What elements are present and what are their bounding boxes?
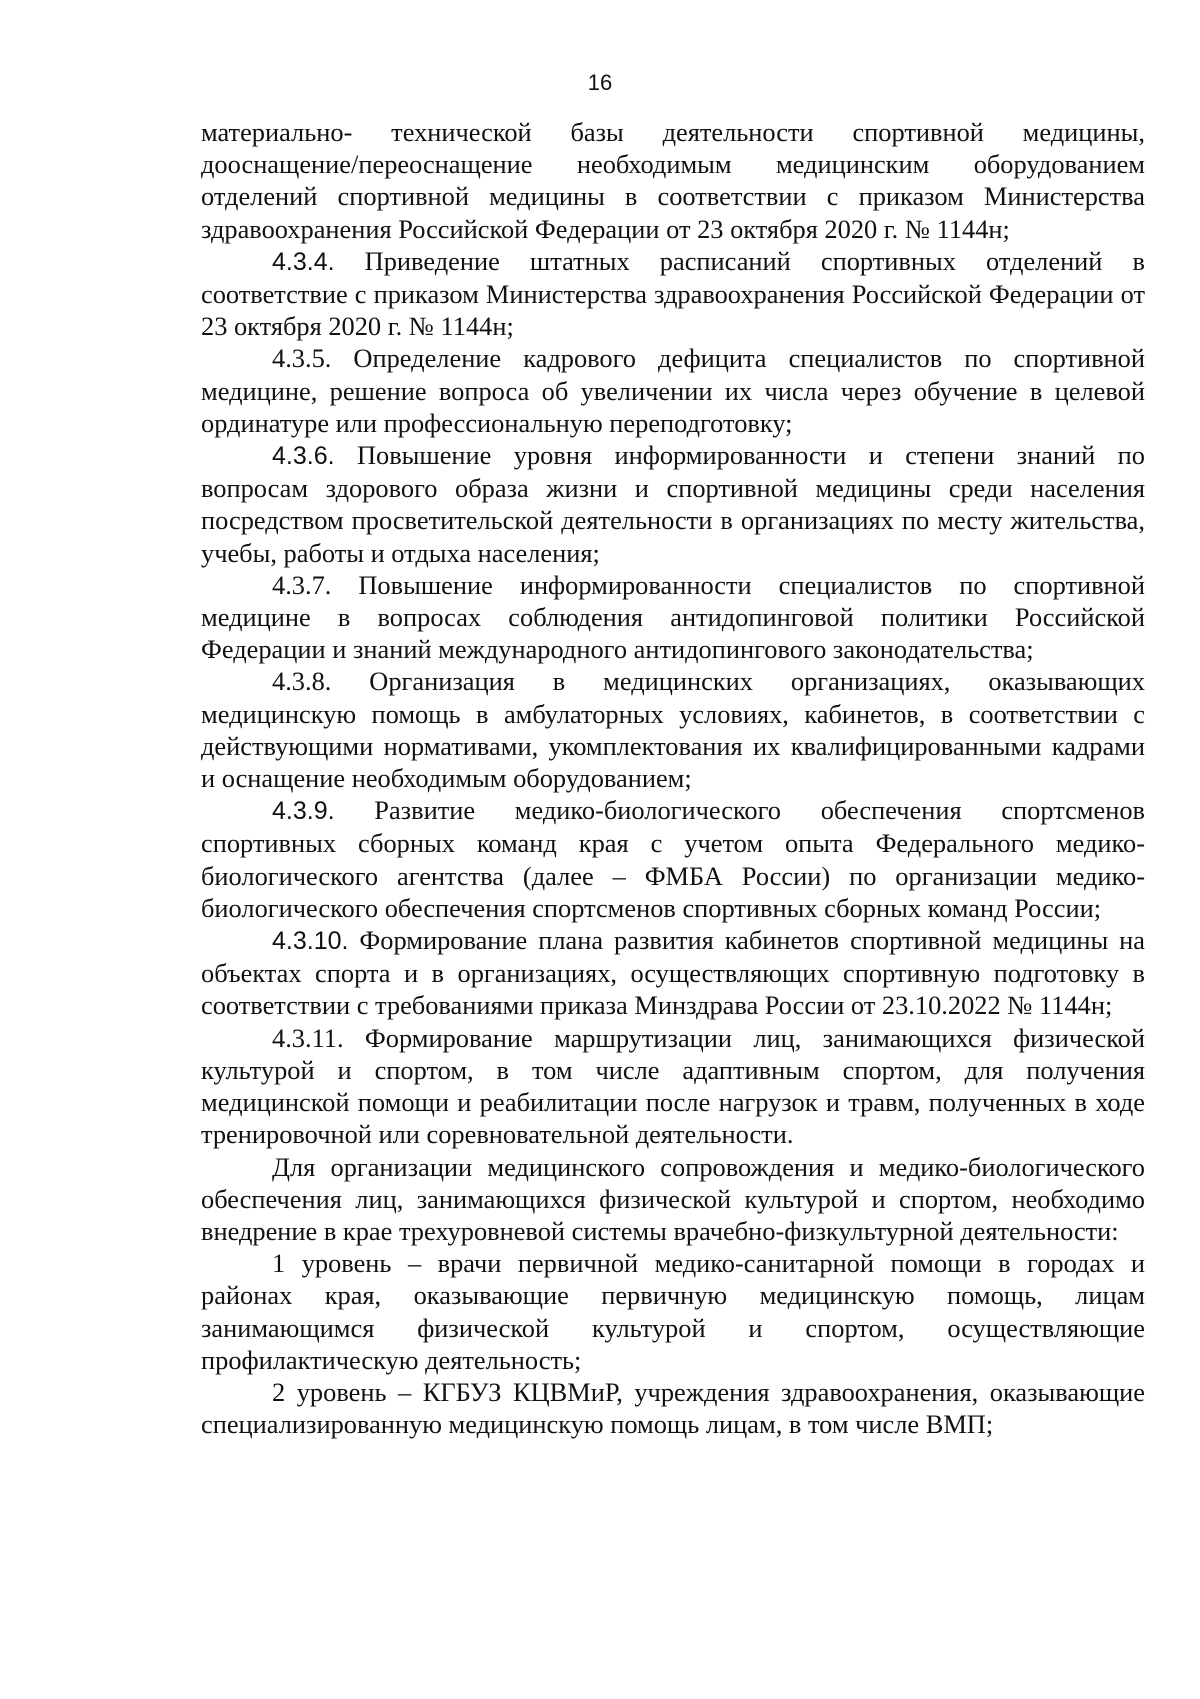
paragraph-text: Приведение штатных расписаний спортивных отделений в соответствие с приказом Министерства здравоохранения Российской Федерации от 23 октября 2020 г. № 1144н; [201, 245, 1145, 342]
paragraph-4-3-10 [201, 924, 1145, 1022]
paragraph-4-3-9 [201, 794, 1145, 924]
paragraph-text: 4.3.5. Определение кадрового дефицита специалистов по спортивной медицине, решение вопроса об увеличении их числа через обучение в целевой ординатуре или профессиональную переподготовку; [201, 343, 1145, 438]
paragraph-4-3-5 [201, 342, 1145, 439]
clause-number: 4.3.9. [272, 797, 335, 826]
clause-number: 4.3.6. [272, 442, 335, 471]
document-body [201, 116, 1145, 1440]
paragraph-continuation [201, 116, 1145, 245]
paragraph-text: 4.3.7. Повышение информированности специалистов по спортивной медицине в вопросах соблюдения антидопинговой политики Российской Федерации и знаний международного антидопингового законодательства; [201, 569, 1145, 665]
clause-number: 4.3.4. [272, 247, 335, 276]
paragraph-text: 2 уровень – КГБУЗ КЦВМиР, учреждения здравоохранения, оказывающие специализированную медицинскую помощь лицам, в том числе ВМП; [201, 1376, 1145, 1440]
paragraph-text: Повышение уровня информированности и степени знаний по вопросам здорового образа жизни и спортивной медицины среди населения посредством просветительской деятельности в организациях по месту жительства, учебы, работы и отдыха населения; [201, 440, 1145, 568]
paragraph-three-level-system [201, 1151, 1145, 1248]
paragraph-text: 1 уровень – врачи первичной медико-санитарной помощи в городах и районах края, оказывающие первичную медицинскую помощь, лицам занимающимся физической культурой и спортом, осуществляющие профилактическую деятельность; [201, 1248, 1145, 1375]
paragraph-level-2 [201, 1376, 1145, 1440]
page-number: 16 [587, 70, 613, 95]
paragraph-text: 4.3.11. Формирование маршрутизации лиц, занимающихся физической культурой и спортом, в том числе адаптивным спортом, для получения медицинской помощи и реабилитации после нагрузок и травм, полученных в ходе тренировочной или соревновательной деятельности. [201, 1022, 1145, 1150]
paragraph-text: 4.3.8. Организация в медицинских организациях, оказывающих медицинскую помощь в амбулаторных условиях, кабинетов, в соответствии с действующими нормативами, укомплектования их квалифицированными кадрами и оснащение необходимым оборудованием; [201, 666, 1145, 794]
clause-number: 4.3.10. [272, 927, 349, 956]
paragraph-text: Для организации медицинского сопровождения и медико-биологического обеспечения лиц, занимающихся физической культурой и спортом, необходимо внедрение в крае трехуровневой системы врачебно-физкультурной деятельности: [201, 1151, 1145, 1246]
paragraph-level-1 [201, 1247, 1145, 1376]
paragraph-4-3-7 [201, 569, 1145, 666]
paragraph-4-3-6 [201, 439, 1145, 569]
paragraph-4-3-8 [201, 665, 1145, 794]
paragraph-text: материально- технической базы деятельности спортивной медицины, дооснащение/переоснащение необходимым медицинским оборудованием отделений спортивной медицины в соответствии с приказом Министерства здравоохранения Российской Федерации от 23 октября 2020 г. № 1144н; [201, 117, 1145, 244]
paragraph-text: Развитие медико-биологического обеспечения спортсменов спортивных сборных команд края с учетом опыта Федерального медико-биологического агентства (далее – ФМБА России) по организации медико-биологического обеспечения спортсменов спортивных сборных команд России; [201, 795, 1145, 923]
paragraph-text: Формирование плана развития кабинетов спортивной медицины на объектах спорта и в организациях, осуществляющих спортивную подготовку в соответствии с требованиями приказа Минздрава России от 23.10.2022 № 1144н; [201, 925, 1145, 1021]
paragraph-4-3-11 [201, 1022, 1145, 1151]
paragraph-4-3-4 [201, 245, 1145, 343]
